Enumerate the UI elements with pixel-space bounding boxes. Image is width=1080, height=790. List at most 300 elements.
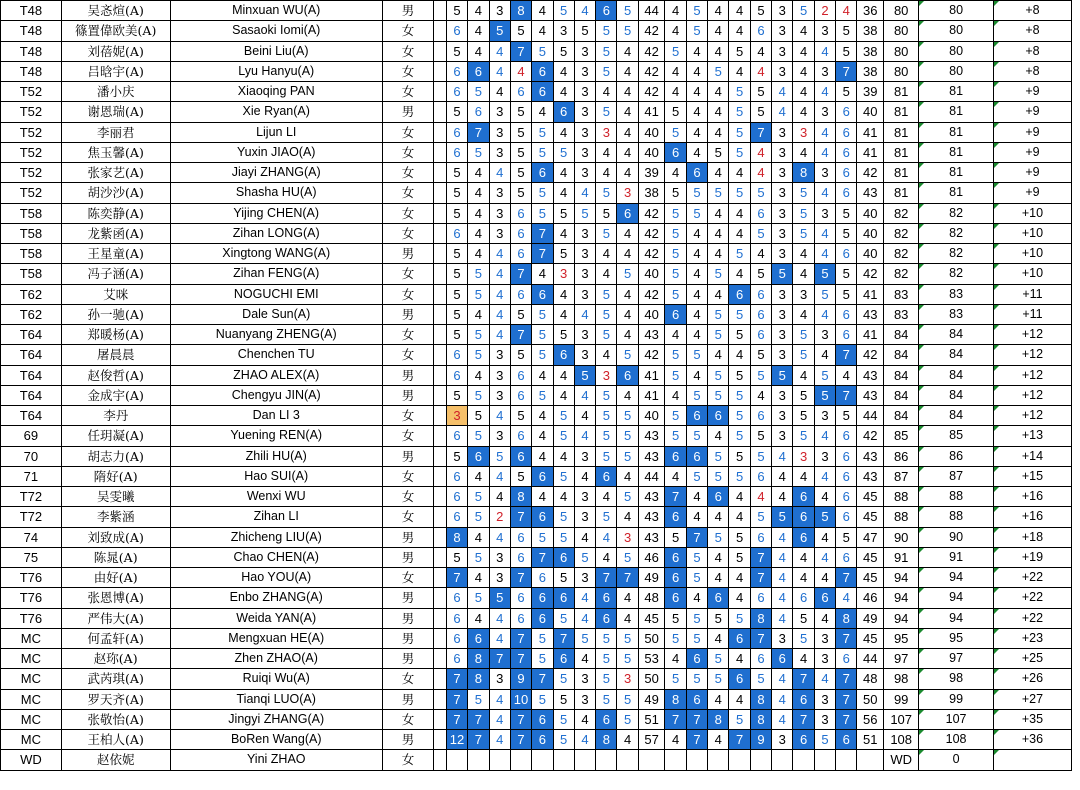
back-nine-total-cell: 41 — [857, 122, 884, 142]
total-score-cell: 94 — [919, 608, 994, 628]
hole-score-cell: 6 — [510, 547, 531, 567]
position-cell: T52 — [1, 102, 62, 122]
hole-score-cell: 4 — [574, 183, 595, 203]
hole-score-cell: 7 — [686, 709, 707, 729]
hole-score-cell: 4 — [686, 142, 707, 162]
back-nine-total-cell: 49 — [857, 608, 884, 628]
hole-score-cell — [793, 750, 814, 770]
hole-score-cell: 4 — [665, 649, 686, 669]
hole-score-cell: 4 — [574, 426, 595, 446]
hole-score-cell — [729, 750, 750, 770]
table-row — [1, 223, 1072, 243]
gender-cell: 女 — [382, 426, 433, 446]
round-total-cell: 88 — [884, 487, 919, 507]
hole-score-cell: 4 — [468, 183, 489, 203]
hole-score-cell: 4 — [708, 689, 729, 709]
hole-score-cell: 5 — [708, 669, 729, 689]
hole-score-cell: 5 — [686, 608, 707, 628]
hole-score-cell: 3 — [574, 142, 595, 162]
hole-score-cell: 3 — [489, 547, 510, 567]
front-nine-total-cell: 42 — [638, 345, 665, 365]
english-name-cell: Nuanyang ZHENG(A) — [170, 325, 382, 345]
hole-score-cell: 7 — [553, 628, 574, 648]
english-name-cell: Wenxi WU — [170, 487, 382, 507]
gender-cell: 女 — [382, 507, 433, 527]
hole-score-cell: 5 — [446, 244, 467, 264]
hole-score-cell: 4 — [686, 487, 707, 507]
hole-score-cell: 6 — [836, 102, 857, 122]
round-total-cell: 84 — [884, 325, 919, 345]
hole-score-cell: 6 — [750, 466, 771, 486]
gender-cell: 女 — [382, 61, 433, 81]
position-cell: 69 — [1, 426, 62, 446]
hole-score-cell: 6 — [510, 588, 531, 608]
hole-score-cell: 4 — [468, 304, 489, 324]
spacer-cell — [434, 628, 447, 648]
chinese-name-cell: 艾咪 — [61, 284, 170, 304]
hole-score-cell: 4 — [686, 365, 707, 385]
back-nine-total-cell: 41 — [857, 142, 884, 162]
position-cell: T64 — [1, 345, 62, 365]
hole-score-cell: 5 — [708, 142, 729, 162]
hole-score-cell: 3 — [814, 325, 835, 345]
hole-score-cell: 5 — [665, 345, 686, 365]
hole-score-cell: 5 — [596, 41, 617, 61]
hole-score-cell: 9 — [510, 669, 531, 689]
total-score-cell: 82 — [919, 223, 994, 243]
hole-score-cell: 6 — [814, 588, 835, 608]
hole-score-cell: 5 — [596, 223, 617, 243]
hole-score-cell: 6 — [446, 223, 467, 243]
round-total-cell: 86 — [884, 446, 919, 466]
hole-score-cell: 5 — [750, 1, 771, 21]
position-cell: T52 — [1, 82, 62, 102]
gender-cell: 男 — [382, 304, 433, 324]
spacer-cell — [434, 385, 447, 405]
chinese-name-cell: 任玥凝(A) — [61, 426, 170, 446]
hole-score-cell: 4 — [708, 102, 729, 122]
to-par-cell: +16 — [993, 507, 1071, 527]
hole-score-cell: 4 — [532, 365, 553, 385]
to-par-cell: +16 — [993, 487, 1071, 507]
hole-score-cell: 4 — [596, 527, 617, 547]
english-name-cell: Mengxuan HE(A) — [170, 628, 382, 648]
spacer-cell — [434, 142, 447, 162]
chinese-name-cell: 龙紫函(A) — [61, 223, 170, 243]
hole-score-cell: 4 — [772, 689, 793, 709]
hole-score-cell: 4 — [510, 61, 531, 81]
hole-score-cell: 4 — [617, 466, 638, 486]
hole-score-cell: 4 — [665, 21, 686, 41]
total-score-cell: 95 — [919, 628, 994, 648]
hole-score-cell: 4 — [574, 304, 595, 324]
total-score-cell: 91 — [919, 547, 994, 567]
english-name-cell: Chenchen TU — [170, 345, 382, 365]
total-score-cell: 81 — [919, 82, 994, 102]
gender-cell: 女 — [382, 345, 433, 365]
round-total-cell: 94 — [884, 588, 919, 608]
hole-score-cell: 3 — [553, 264, 574, 284]
round-total-cell: 82 — [884, 203, 919, 223]
hole-score-cell: 3 — [814, 689, 835, 709]
front-nine-total-cell: 39 — [638, 163, 665, 183]
hole-score-cell: 8 — [596, 730, 617, 750]
hole-score-cell: 5 — [686, 466, 707, 486]
total-score-cell: 85 — [919, 426, 994, 446]
hole-score-cell: 6 — [665, 142, 686, 162]
back-nine-total-cell: 38 — [857, 41, 884, 61]
hole-score-cell: 4 — [686, 588, 707, 608]
hole-score-cell: 5 — [814, 385, 835, 405]
hole-score-cell: 3 — [574, 325, 595, 345]
front-nine-total-cell: 53 — [638, 649, 665, 669]
hole-score-cell: 6 — [446, 365, 467, 385]
total-score-cell: 83 — [919, 304, 994, 324]
hole-score-cell: 5 — [750, 446, 771, 466]
hole-score-cell: 7 — [446, 669, 467, 689]
spacer-cell — [434, 183, 447, 203]
back-nine-total-cell: 41 — [857, 325, 884, 345]
hole-score-cell: 5 — [446, 203, 467, 223]
front-nine-total-cell: 48 — [638, 588, 665, 608]
hole-score-cell: 4 — [532, 406, 553, 426]
hole-score-cell: 6 — [665, 588, 686, 608]
hole-score-cell: 4 — [729, 203, 750, 223]
english-name-cell: Yijing CHEN(A) — [170, 203, 382, 223]
position-cell: T64 — [1, 365, 62, 385]
hole-score-cell: 6 — [553, 547, 574, 567]
front-nine-total-cell: 40 — [638, 142, 665, 162]
hole-score-cell: 5 — [836, 21, 857, 41]
front-nine-total-cell: 42 — [638, 41, 665, 61]
front-nine-total-cell: 43 — [638, 426, 665, 446]
hole-score-cell: 5 — [750, 507, 771, 527]
hole-score-cell: 7 — [836, 385, 857, 405]
hole-score-cell: 5 — [532, 325, 553, 345]
hole-score-cell: 6 — [446, 588, 467, 608]
hole-score-cell: 7 — [836, 709, 857, 729]
back-nine-total-cell: 51 — [857, 730, 884, 750]
table-row — [1, 244, 1072, 264]
to-par-cell: +8 — [993, 21, 1071, 41]
spacer-cell — [434, 649, 447, 669]
hole-score-cell: 6 — [468, 102, 489, 122]
hole-score-cell: 5 — [468, 284, 489, 304]
hole-score-cell: 7 — [446, 568, 467, 588]
hole-score-cell: 5 — [708, 446, 729, 466]
hole-score-cell: 5 — [446, 385, 467, 405]
total-score-cell: 80 — [919, 61, 994, 81]
chinese-name-cell: 金成宇(A) — [61, 385, 170, 405]
table-row — [1, 669, 1072, 689]
hole-score-cell: 4 — [532, 487, 553, 507]
to-par-cell: +9 — [993, 142, 1071, 162]
table-row — [1, 507, 1072, 527]
hole-score-cell: 5 — [617, 406, 638, 426]
hole-score-cell: 6 — [750, 304, 771, 324]
front-nine-total-cell: 42 — [638, 244, 665, 264]
hole-score-cell: 3 — [814, 203, 835, 223]
chinese-name-cell: 陈奕静(A) — [61, 203, 170, 223]
hole-score-cell: 5 — [617, 21, 638, 41]
hole-score-cell: 5 — [468, 588, 489, 608]
hole-score-cell: 5 — [814, 365, 835, 385]
hole-score-cell: 6 — [750, 527, 771, 547]
hole-score-cell: 5 — [468, 142, 489, 162]
hole-score-cell: 4 — [617, 82, 638, 102]
hole-score-cell: 4 — [574, 709, 595, 729]
gender-cell: 女 — [382, 284, 433, 304]
total-score-cell: 87 — [919, 466, 994, 486]
hole-score-cell: 5 — [596, 61, 617, 81]
spacer-cell — [434, 1, 447, 21]
hole-score-cell: 5 — [446, 325, 467, 345]
hole-score-cell: 4 — [574, 649, 595, 669]
hole-score-cell: 5 — [686, 385, 707, 405]
hole-score-cell: 7 — [836, 61, 857, 81]
table-row — [1, 750, 1072, 770]
total-score-cell: 84 — [919, 325, 994, 345]
leaderboard-body — [1, 1, 1072, 771]
to-par-cell: +18 — [993, 527, 1071, 547]
front-nine-total-cell: 43 — [638, 507, 665, 527]
front-nine-total-cell: 38 — [638, 183, 665, 203]
hole-score-cell: 6 — [836, 325, 857, 345]
hole-score-cell — [617, 750, 638, 770]
hole-score-cell: 3 — [772, 244, 793, 264]
to-par-cell: +14 — [993, 446, 1071, 466]
hole-score-cell: 4 — [729, 1, 750, 21]
hole-score-cell: 5 — [729, 608, 750, 628]
hole-score-cell: 6 — [510, 203, 531, 223]
chinese-name-cell: 武芮琪(A) — [61, 669, 170, 689]
hole-score-cell: 7 — [836, 628, 857, 648]
hole-score-cell: 4 — [814, 547, 835, 567]
hole-score-cell: 3 — [814, 21, 835, 41]
hole-score-cell: 4 — [686, 304, 707, 324]
hole-score-cell: 4 — [574, 588, 595, 608]
hole-score-cell: 6 — [836, 446, 857, 466]
chinese-name-cell: 赵珎(A) — [61, 649, 170, 669]
hole-score-cell: 5 — [836, 284, 857, 304]
hole-score-cell: 5 — [772, 264, 793, 284]
hole-score-cell: 4 — [596, 163, 617, 183]
position-cell: T76 — [1, 568, 62, 588]
hole-score-cell: 6 — [553, 345, 574, 365]
round-total-cell: 84 — [884, 345, 919, 365]
to-par-cell: +10 — [993, 203, 1071, 223]
hole-score-cell: 5 — [686, 568, 707, 588]
hole-score-cell: 5 — [510, 345, 531, 365]
position-cell: T76 — [1, 608, 62, 628]
hole-score-cell: 8 — [468, 669, 489, 689]
hole-score-cell: 4 — [814, 426, 835, 446]
hole-score-cell: 6 — [836, 507, 857, 527]
to-par-cell: +10 — [993, 264, 1071, 284]
hole-score-cell: 5 — [750, 82, 771, 102]
gender-cell: 女 — [382, 466, 433, 486]
hole-score-cell: 6 — [665, 507, 686, 527]
hole-score-cell: 4 — [793, 244, 814, 264]
round-total-cell: WD — [884, 750, 919, 770]
position-cell: T64 — [1, 385, 62, 405]
gender-cell: 女 — [382, 163, 433, 183]
hole-score-cell: 4 — [574, 608, 595, 628]
to-par-cell: +9 — [993, 82, 1071, 102]
hole-score-cell: 4 — [489, 628, 510, 648]
front-nine-total-cell: 42 — [638, 284, 665, 304]
hole-score-cell: 7 — [665, 709, 686, 729]
english-name-cell: Yuening REN(A) — [170, 426, 382, 446]
chinese-name-cell: 由好(A) — [61, 568, 170, 588]
to-par-cell: +8 — [993, 41, 1071, 61]
hole-score-cell — [468, 750, 489, 770]
hole-score-cell: 3 — [772, 223, 793, 243]
spacer-cell — [434, 709, 447, 729]
hole-score-cell: 8 — [836, 608, 857, 628]
hole-score-cell: 3 — [574, 102, 595, 122]
hole-score-cell: 5 — [553, 466, 574, 486]
table-row — [1, 527, 1072, 547]
total-score-cell: 84 — [919, 345, 994, 365]
round-total-cell: 80 — [884, 61, 919, 81]
gender-cell: 男 — [382, 628, 433, 648]
hole-score-cell: 6 — [446, 61, 467, 81]
hole-score-cell: 3 — [489, 365, 510, 385]
hole-score-cell: 4 — [617, 244, 638, 264]
hole-score-cell: 5 — [836, 82, 857, 102]
back-nine-total-cell: 36 — [857, 1, 884, 21]
hole-score-cell: 4 — [772, 82, 793, 102]
gender-cell: 女 — [382, 669, 433, 689]
hole-score-cell: 5 — [596, 507, 617, 527]
front-nine-total-cell: 49 — [638, 689, 665, 709]
total-score-cell: 80 — [919, 21, 994, 41]
total-score-cell: 108 — [919, 730, 994, 750]
hole-score-cell: 5 — [665, 365, 686, 385]
round-total-cell: 84 — [884, 406, 919, 426]
hole-score-cell: 5 — [446, 284, 467, 304]
hole-score-cell: 6 — [793, 487, 814, 507]
position-cell: T72 — [1, 507, 62, 527]
hole-score-cell: 5 — [468, 345, 489, 365]
hole-score-cell: 3 — [793, 446, 814, 466]
hole-score-cell: 8 — [750, 689, 771, 709]
hole-score-cell: 3 — [574, 244, 595, 264]
hole-score-cell: 4 — [596, 264, 617, 284]
hole-score-cell: 5 — [446, 264, 467, 284]
hole-score-cell: 10 — [510, 689, 531, 709]
table-row — [1, 709, 1072, 729]
hole-score-cell: 4 — [814, 568, 835, 588]
english-name-cell: Yini ZHAO — [170, 750, 382, 770]
table-row — [1, 730, 1072, 750]
hole-score-cell: 4 — [686, 41, 707, 61]
round-total-cell: 82 — [884, 244, 919, 264]
hole-score-cell: 4 — [686, 122, 707, 142]
hole-score-cell: 6 — [708, 406, 729, 426]
chinese-name-cell: 吴忞煊(A) — [61, 1, 170, 21]
hole-score-cell: 6 — [836, 547, 857, 567]
spacer-cell — [434, 689, 447, 709]
spacer-cell — [434, 547, 447, 567]
hole-score-cell: 6 — [510, 527, 531, 547]
round-total-cell: 83 — [884, 284, 919, 304]
spacer-cell — [434, 426, 447, 446]
hole-score-cell: 4 — [729, 507, 750, 527]
hole-score-cell: 4 — [617, 588, 638, 608]
hole-score-cell: 5 — [686, 203, 707, 223]
hole-score-cell: 3 — [772, 406, 793, 426]
back-nine-total-cell: 43 — [857, 365, 884, 385]
hole-score-cell: 4 — [468, 21, 489, 41]
english-name-cell: Dan LI 3 — [170, 406, 382, 426]
table-row — [1, 345, 1072, 365]
hole-score-cell: 4 — [729, 223, 750, 243]
round-total-cell: 81 — [884, 163, 919, 183]
hole-score-cell: 4 — [468, 203, 489, 223]
hole-score-cell: 4 — [708, 203, 729, 223]
hole-score-cell: 5 — [686, 183, 707, 203]
hole-score-cell: 5 — [596, 304, 617, 324]
hole-score-cell: 7 — [729, 730, 750, 750]
chinese-name-cell: 严伟大(A) — [61, 608, 170, 628]
to-par-cell: +22 — [993, 568, 1071, 588]
hole-score-cell: 4 — [793, 466, 814, 486]
chinese-name-cell: 焦玉馨(A) — [61, 142, 170, 162]
hole-score-cell: 5 — [729, 41, 750, 61]
hole-score-cell: 5 — [708, 304, 729, 324]
round-total-cell: 81 — [884, 122, 919, 142]
hole-score-cell: 6 — [665, 568, 686, 588]
hole-score-cell: 6 — [686, 406, 707, 426]
hole-score-cell: 4 — [665, 82, 686, 102]
hole-score-cell: 4 — [708, 568, 729, 588]
hole-score-cell: 4 — [793, 365, 814, 385]
hole-score-cell: 4 — [772, 102, 793, 122]
back-nine-total-cell: 38 — [857, 61, 884, 81]
hole-score-cell: 4 — [772, 669, 793, 689]
front-nine-total-cell: 40 — [638, 304, 665, 324]
hole-score-cell: 5 — [596, 102, 617, 122]
hole-score-cell: 6 — [836, 487, 857, 507]
spacer-cell — [434, 203, 447, 223]
hole-score-cell: 6 — [446, 608, 467, 628]
round-total-cell: 81 — [884, 183, 919, 203]
hole-score-cell: 3 — [793, 284, 814, 304]
hole-score-cell: 4 — [814, 82, 835, 102]
position-cell: T52 — [1, 142, 62, 162]
spacer-cell — [434, 507, 447, 527]
hole-score-cell: 4 — [836, 588, 857, 608]
hole-score-cell: 6 — [836, 163, 857, 183]
hole-score-cell: 3 — [772, 203, 793, 223]
table-row — [1, 325, 1072, 345]
hole-score-cell: 5 — [665, 406, 686, 426]
hole-score-cell: 4 — [665, 1, 686, 21]
english-name-cell: Zihan FENG(A) — [170, 264, 382, 284]
hole-score-cell: 4 — [814, 345, 835, 365]
hole-score-cell: 4 — [708, 1, 729, 21]
position-cell: T58 — [1, 244, 62, 264]
hole-score-cell: 6 — [617, 203, 638, 223]
hole-score-cell: 4 — [750, 385, 771, 405]
hole-score-cell: 5 — [532, 385, 553, 405]
table-row — [1, 21, 1072, 41]
hole-score-cell: 3 — [772, 730, 793, 750]
chinese-name-cell: 何孟轩(A) — [61, 628, 170, 648]
table-row — [1, 649, 1072, 669]
